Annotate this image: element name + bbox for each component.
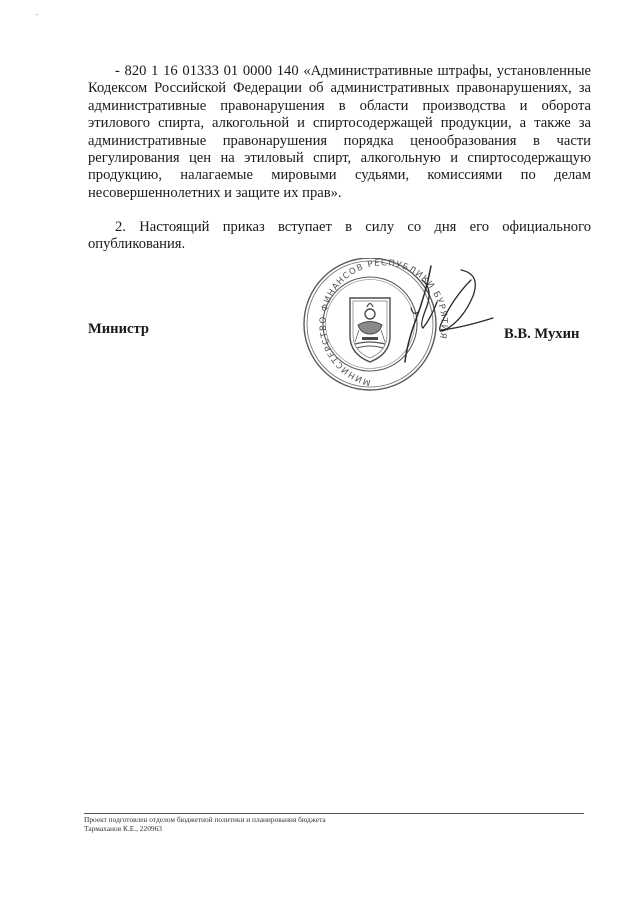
official-stamp <box>295 258 495 398</box>
footer-note <box>84 815 326 834</box>
footer-prepared-by: Проект подготовлен отделом бюджетной политики и планирования бюджета <box>84 815 326 824</box>
paragraph-budget-code: - 820 1 16 01333 01 0000 140 «Административные штрафы, установленные Кодексом Российской Федерации об административных правонарушениях, за административные правонарушения в области производства и оборота этилового спирта, алкогольной и спиртосодержащей продукции, а также за административные правонарушения порядка ценообразования в части регулирования цен на этиловый спирт, алкогольную и спиртосодержащую продукцию, налагаемые мировыми судьями, комиссиями по делам несовершеннолетних и защите их прав». <box>88 63 591 201</box>
signatory-name: В.В. Мухин <box>504 326 580 342</box>
scan-mark <box>36 14 38 15</box>
stamp-ring-text: МИНИСТЕРСТВО ФИНАНСОВ РЕСПУБЛИКИ БУРЯТИЯ <box>318 258 449 387</box>
coat-of-arms-icon <box>350 298 390 362</box>
signatory-title: Министр <box>88 321 149 337</box>
footer-contact: Тармаханов К.Е., 220963 <box>84 824 162 834</box>
paragraph-effective-date: 2. Настоящий приказ вступает в силу со дня его официального опубликования. <box>88 219 591 253</box>
footer-divider <box>84 813 584 814</box>
